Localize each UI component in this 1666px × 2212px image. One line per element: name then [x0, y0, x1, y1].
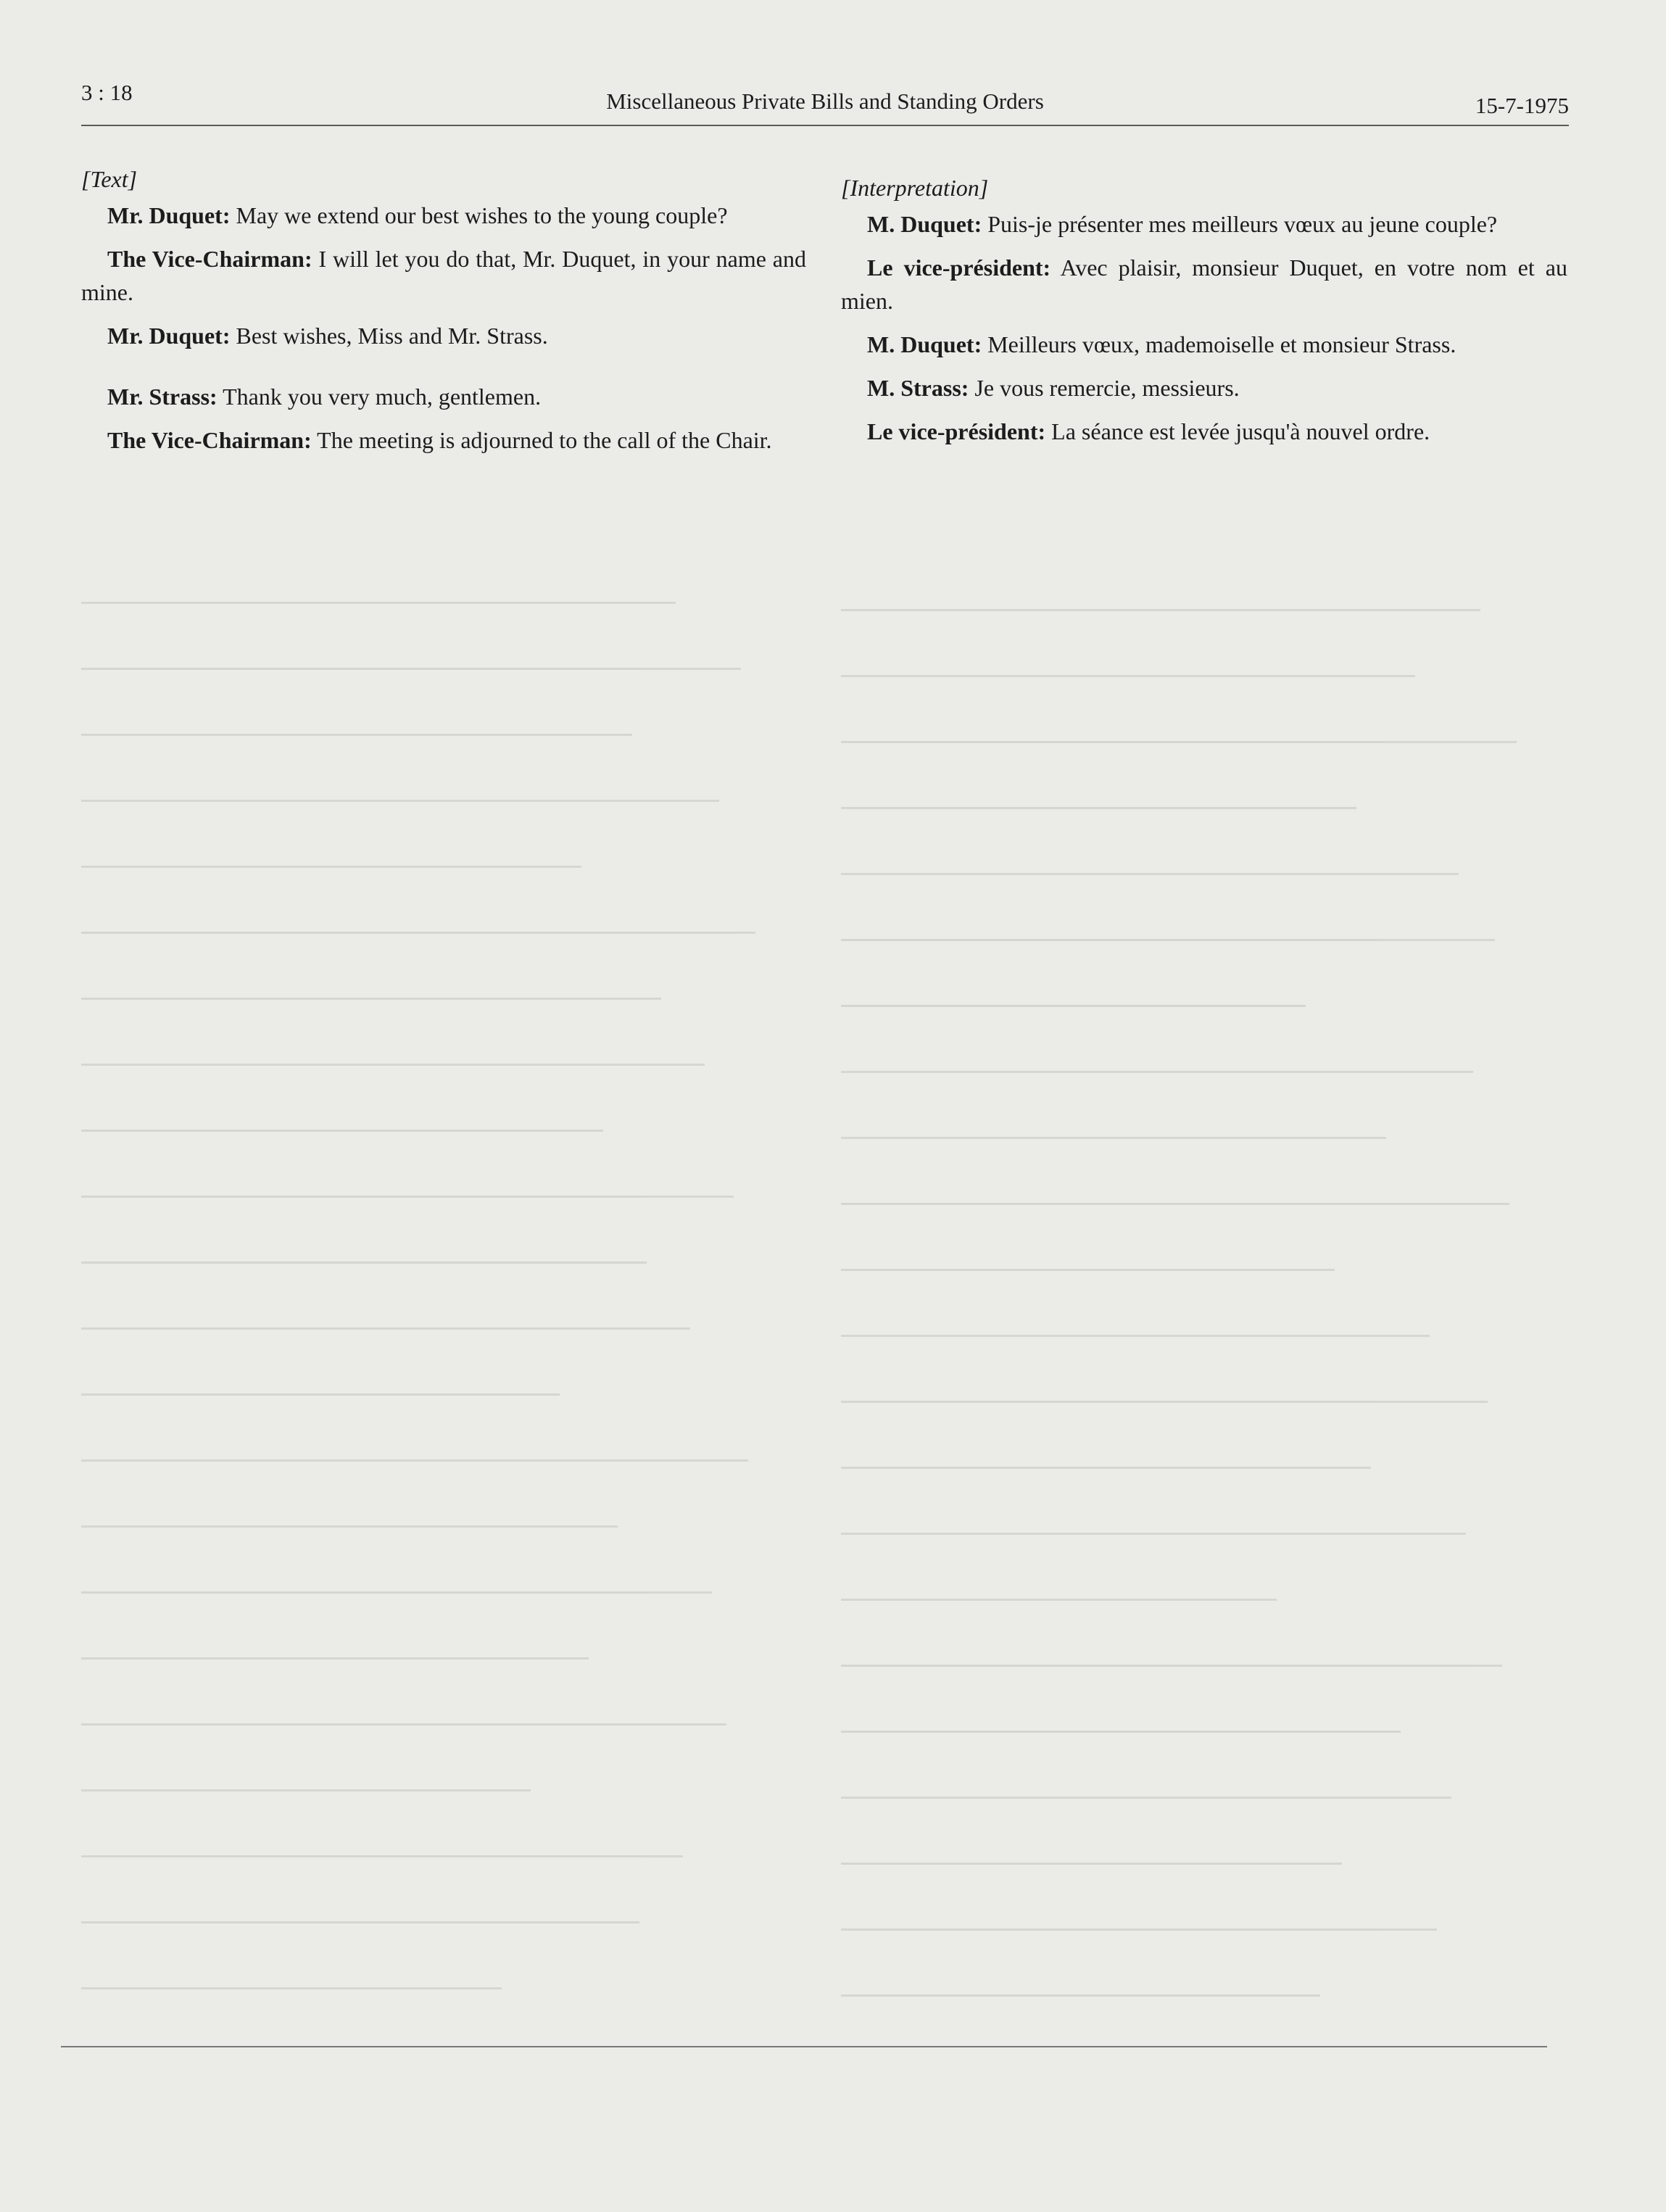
transcript-paragraph: [841, 207, 1567, 241]
transcript-paragraph: [841, 371, 1567, 405]
speech-text: La séance est levée jusqu'à nouvel ordre.: [1045, 418, 1430, 444]
transcript-paragraph: [81, 319, 806, 352]
transcript-paragraph: [841, 415, 1567, 448]
show-through-left: [81, 551, 806, 2030]
speech-text: I will let you do that, Mr. Duquet, in your name and mine.: [81, 246, 807, 305]
transcript-paragraph: [841, 328, 1567, 361]
column-label: [Interpretation]: [841, 175, 989, 201]
speech-text: Thank you very much, gentlemen.: [217, 384, 542, 410]
show-through-right: [841, 551, 1567, 2030]
speech-text: Best wishes, Miss and Mr. Strass.: [230, 323, 548, 349]
footer-rule: [61, 2046, 1547, 2047]
speaker-name: The Vice-Chairman:: [107, 427, 312, 453]
speaker-name: M. Strass:: [867, 375, 969, 401]
page-date: 15-7-1975: [1475, 93, 1569, 118]
transcript-paragraph: [81, 423, 806, 457]
speaker-name: M. Duquet:: [867, 331, 982, 357]
speaker-name: Le vice-président:: [867, 418, 1046, 444]
page-header: [81, 75, 1569, 119]
speech-text: May we extend our best wishes to the young couple?: [230, 202, 728, 228]
english-text-column: [81, 162, 806, 467]
speech-text: Meilleurs vœux, mademoiselle et monsieur Strass.: [982, 331, 1456, 357]
speaker-name: Mr. Strass:: [107, 384, 217, 410]
page-number: 3 : 18: [81, 80, 133, 105]
speech-text: The meeting is adjourned to the call of the Chair.: [311, 427, 772, 453]
speaker-name: Mr. Duquet:: [107, 323, 231, 349]
speaker-name: Le vice-président:: [867, 254, 1051, 281]
speech-text: Puis-je présenter mes meilleurs vœux au jeune couple?: [982, 211, 1498, 237]
header-rule: [81, 125, 1569, 126]
speech-text: Je vous remercie, messieurs.: [969, 375, 1240, 401]
page-title: Miscellaneous Private Bills and Standing Orders: [606, 88, 1044, 114]
speech-text: Avec plaisir, monsieur Duquet, en votre nom et au mien.: [841, 254, 1568, 314]
speaker-name: Mr. Duquet:: [107, 202, 231, 228]
transcript-paragraph: [81, 199, 806, 232]
transcript-paragraph: [81, 380, 806, 413]
transcript-paragraph: [841, 251, 1567, 318]
transcript-paragraph: [81, 242, 806, 309]
french-interpretation-column: [841, 171, 1567, 458]
speaker-name: The Vice-Chairman:: [107, 246, 312, 272]
column-label: [Text]: [81, 166, 138, 192]
speaker-name: M. Duquet:: [867, 211, 982, 237]
